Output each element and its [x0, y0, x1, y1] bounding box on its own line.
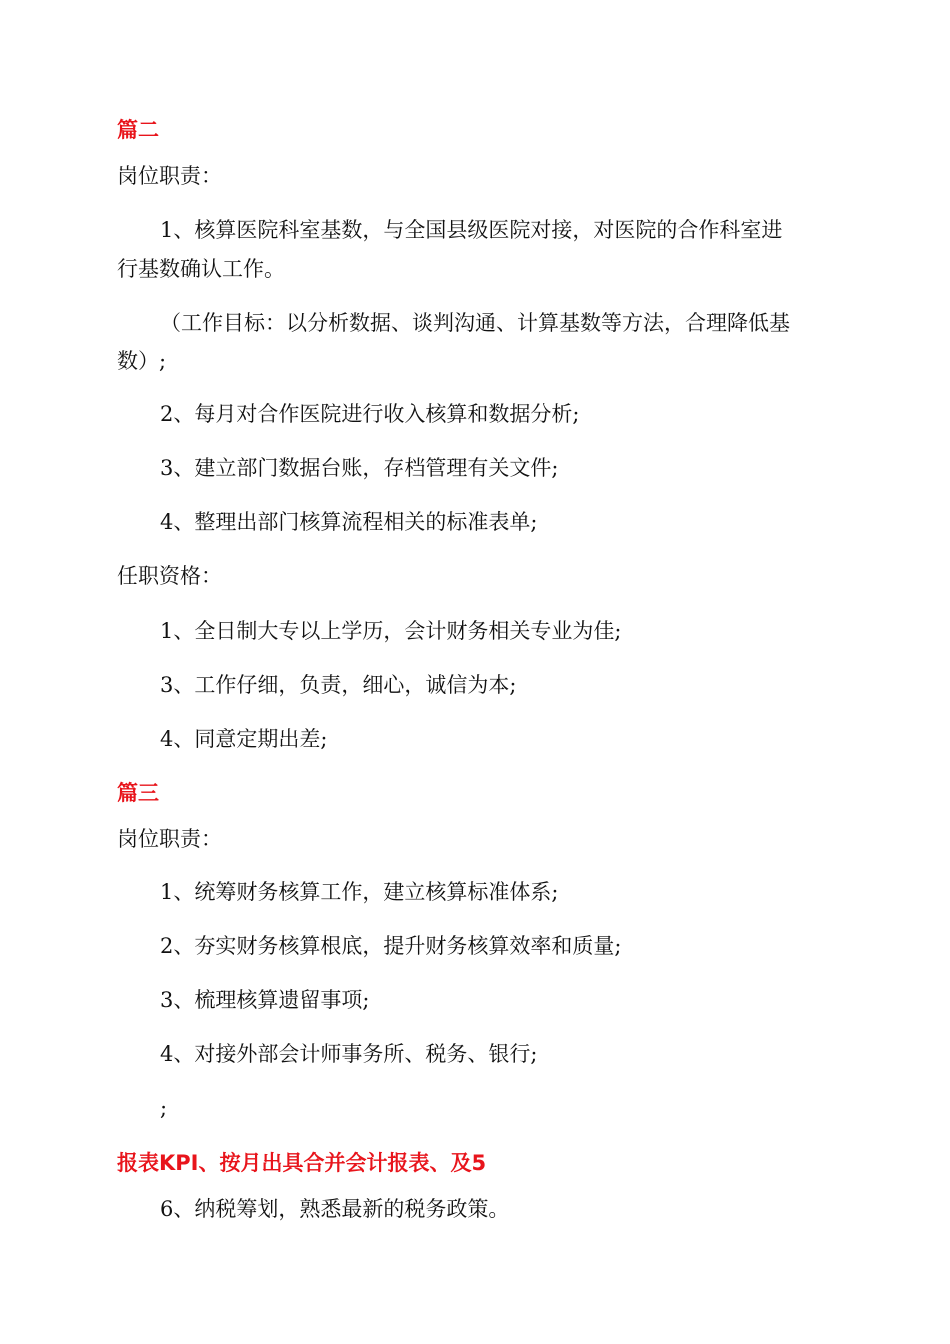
duty-item-3: 3、建立部门数据台账，存档管理有关文件;: [160, 456, 559, 480]
goal-line-2: 数）;: [117, 349, 167, 373]
red-report-line: 报表KPI、按月出具合并会计报表、及5: [117, 1151, 487, 1175]
section-heading-3: 篇三: [117, 781, 159, 805]
duty-item-1-line-2: 行基数确认工作。: [117, 257, 285, 281]
duties-label: 岗位职责：: [117, 164, 222, 188]
duty-item-4: 4、对接外部会计师事务所、税务、银行;: [160, 1042, 538, 1066]
section-heading-2: 篇二: [117, 118, 159, 142]
semicolon-line: ;: [160, 1096, 168, 1120]
duty-item-4: 4、整理出部门核算流程相关的标准表单;: [160, 510, 538, 534]
duty-item-2: 2、每月对合作医院进行收入核算和数据分析;: [160, 402, 580, 426]
qualification-item-3: 3、工作仔细，负责，细心，诚信为本;: [160, 673, 517, 697]
duty-item-6: 6、纳税筹划，熟悉最新的税务政策。: [160, 1197, 510, 1221]
duty-item-3: 3、梳理核算遗留事项;: [160, 988, 370, 1012]
duty-item-1-line-1: 1、核算医院科室基数，与全国县级医院对接，对医院的合作科室进: [160, 218, 783, 242]
duties-label: 岗位职责：: [117, 827, 222, 851]
qualification-item-4: 4、同意定期出差;: [160, 727, 328, 751]
qualifications-label: 任职资格：: [117, 564, 222, 588]
goal-line-1: （工作目标：以分析数据、谈判沟通、计算基数等方法，合理降低基: [160, 311, 790, 335]
qualification-item-1: 1、全日制大专以上学历，会计财务相关专业为佳;: [160, 619, 622, 643]
duty-item-2: 2、夯实财务核算根底，提升财务核算效率和质量;: [160, 934, 622, 958]
duty-item-1: 1、统筹财务核算工作，建立核算标准体系;: [160, 880, 559, 904]
